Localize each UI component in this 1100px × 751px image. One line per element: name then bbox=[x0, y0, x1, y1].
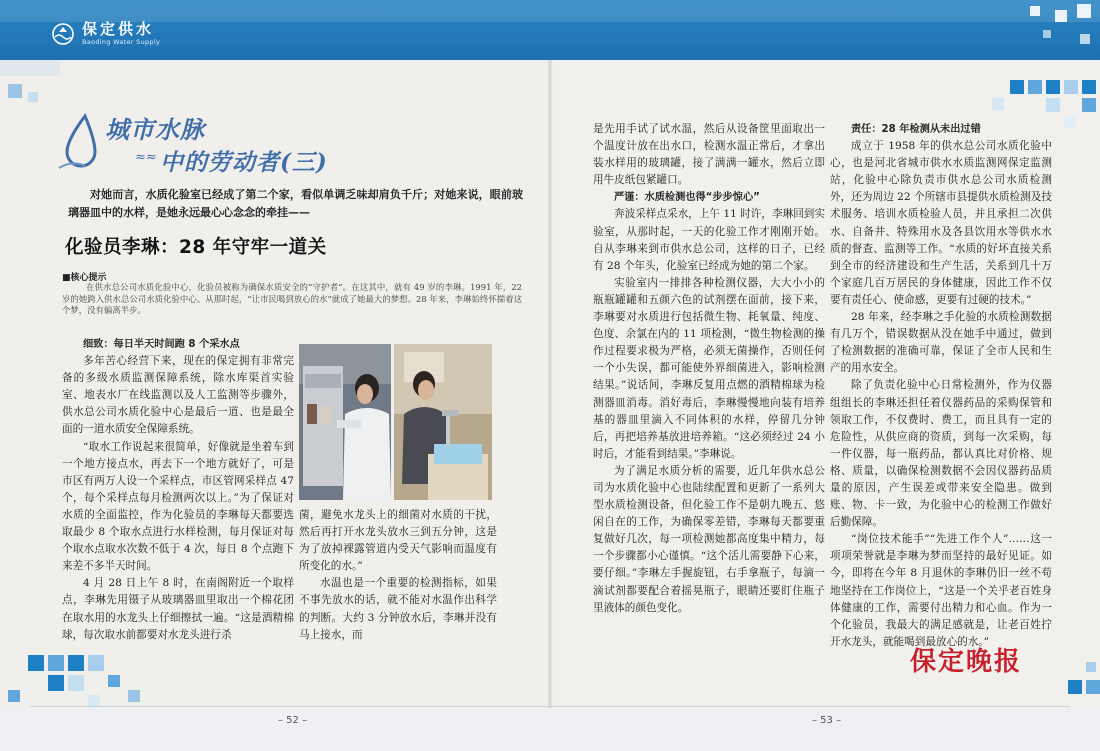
article-headline: 化验员李琳：28 年守牢一道关 bbox=[65, 237, 327, 258]
footer-band bbox=[0, 708, 1100, 751]
paragraph: 为了满足水质分析的需要，近几年供水总公司为水质化验中心也陆续配置和更新了一系列大型水质检测设备，但化验工作不是朝九晚五、悠闲自在的工作，为确保零差错，李琳每天都要重复做好几次，每一项检测她都高度集中精力，每一个步骤都小心谨慎。“这个活儿需要静下心来，要仔细。”李琳左手握旋钮，右手拿瓶子，每滴一滴试剂都要配合着摇晃瓶子，眼睛还要盯住瓶子里液体的颜色变化。 bbox=[593, 464, 825, 614]
page-number-right: – 53 – bbox=[812, 715, 842, 726]
deco-pixel bbox=[1086, 680, 1100, 694]
series-title-line2: 中的劳动者(三) bbox=[160, 149, 328, 176]
deco-pixel bbox=[1046, 98, 1060, 112]
deco-square bbox=[1077, 4, 1091, 18]
deco-pixel bbox=[1010, 80, 1024, 94]
lab-photo-1 bbox=[299, 344, 391, 500]
series-title bbox=[55, 110, 415, 180]
paragraph: 奔波采样点采水，上午 11 时许，李琳回到实验室，从那时起，一天的化验工作才刚刚开始。自从李琳来到市供水总公司，这样的日子，已经有 28 个年头，化验室已经成为她的第二个家。 bbox=[593, 208, 825, 272]
deco-square bbox=[1030, 6, 1040, 16]
deco-pixel bbox=[992, 98, 1004, 110]
paragraph: 实验室内一排排各种检测仪器，大大小小的瓶瓶罐罐和五颜六色的试剂摆在面前，接下来，李琳要对水质进行包括微生物、耗氧量、纯度、色度、余氯在内的 11 项检测，“微生物检测的操作过程要求极为严格，必须无菌操作，否则任何一个小失误，都可能使外界细菌进入，影响检测结果。”说话间，李琳反复用点燃的酒精棉球为检测器皿消毒。消好毒后，李琳慢慢地向装有培养基的器皿里滴入不同体积的水样，停留几分钟后，再把培养基放进培养箱。“这必须经过 24 小时后，才能看到结果。”李琳说。 bbox=[593, 276, 825, 460]
deco-pixel bbox=[88, 655, 104, 671]
column-3 bbox=[593, 121, 825, 617]
column-4 bbox=[830, 121, 1052, 651]
paragraph: 是先用手试了试水温，然后从设备筐里面取出一个温度计放在出水口，检测水温正常后，才拿出装水样用的玻璃罐，接了满满一罐水，然后立即用牛皮纸包紧罐口。 bbox=[593, 123, 825, 187]
intro-paragraph: 对她而言，水质化验室已经成了第二个家，看似单调乏味却肩负千斤；对她来说，眼前玻璃器皿中的水样，是她永远最心心念念的牵挂—— bbox=[68, 188, 523, 219]
header-band bbox=[0, 0, 1100, 60]
paragraph: 水温也是一个重要的检测指标，如果不事先放水的话，就不能对水温作出科学的判断。大约 3 分钟放水后，李琳并没有马上接水，而 bbox=[299, 577, 497, 641]
deco-pixel bbox=[28, 92, 38, 102]
deco-pixel bbox=[108, 675, 120, 687]
section-heading: 责任：28 年检测从未出过错 bbox=[851, 124, 981, 135]
column-1 bbox=[62, 336, 294, 644]
deco-pixel bbox=[48, 655, 64, 671]
deco-pixel bbox=[1064, 80, 1078, 94]
deco-pixel bbox=[1068, 680, 1082, 694]
column-2 bbox=[299, 507, 497, 644]
deco-pixel bbox=[1064, 116, 1076, 128]
deco-pixel bbox=[1082, 80, 1096, 94]
logo-english-name: Baoding Water Supply bbox=[82, 38, 161, 46]
deco-pixel bbox=[48, 675, 64, 691]
core-tip-text: 在供水总公司水质化验中心，化验员被称为确保水质安全的“守护者”。在这其中，就有 49 岁的李琳。1991 年，22 岁的她跨入供水总公司水质化验中心。从那时起，“让市民喝到放心的水”就成了她最大的梦想。28 年来，李琳始终怀揣着这个梦，没有偏离半步。 bbox=[62, 282, 522, 315]
paragraph: 成立于 1958 年的供水总公司水质化验中心，也是河北省城市供水水质监测网保定监测站，化验中心除负责市供水总公司水质检测外，还为周边 22 个所辖市县提供水质检测及技术服务、培训水质检验人员，并且承担二次供水、自备井、特殊用水及各县饮用水等供水水质的督查、监测等工作。“水质的好坏直接关系到全市的经济建设和生产生活，关系到几十万个家庭几百万居民的身体健康，因此工作不仅要有责任心、使命感，更要有过硬的技术。” bbox=[830, 140, 1052, 306]
paragraph: 除了负责化验中心日常检测外，作为仪器组组长的李琳还担任着仪器药品的采购保管和领取工作，不仅费时、费工，而且具有一定的危险性，从供应商的资质，到每一次采购，每一件仪器，每一瓶药品，都认真比对价格、规格、质量，以确保检测数据不会因仪器药品质量的原因，产生误差或带来安全隐患。做到账、物、卡一致，为化验中心的检测工作做好后勤保障。 bbox=[830, 379, 1052, 529]
deco-pixel bbox=[68, 655, 84, 671]
deco-pixel bbox=[8, 690, 20, 702]
deco-pixel bbox=[1028, 80, 1042, 94]
section-heading: 细致：每日半天时间跑 8 个采水点 bbox=[83, 339, 240, 350]
deco-square bbox=[1043, 30, 1051, 38]
page-spine bbox=[547, 60, 553, 711]
water-drop-icon bbox=[55, 112, 107, 172]
deco-pixel bbox=[1086, 662, 1096, 672]
water-drop-logo-icon bbox=[50, 23, 76, 45]
deco-pixel bbox=[1082, 98, 1096, 112]
logo bbox=[50, 22, 160, 46]
newspaper-byline-logo bbox=[908, 643, 1043, 677]
deco-square bbox=[1055, 10, 1067, 22]
deco-pixel bbox=[1046, 80, 1060, 94]
deco-pixel bbox=[68, 675, 84, 691]
lab-photo-2 bbox=[394, 344, 492, 500]
byline-text: 保定晚报 bbox=[910, 647, 1023, 677]
paragraph: 多年苦心经营下来，现在的保定拥有非常完备的多级水质监测保障系统，除水库渠首实验室、地表水厂在线监测以及人工监测等步骤外，供水总公司水质化验中心是最后一道、也是最全面的一道水质安全保障系统。 bbox=[62, 355, 294, 436]
paragraph: “岗位技术能手”“先进工作个人”……这一项项荣誉就是李琳为梦而坚持的最好见证。如今，即将在今年 8 月退休的李琳仍旧一丝不苟地坚持在工作岗位上，“这是一个关乎老百姓身体健康的工作，需要付出精力和心血。作为一个化验员，我最大的满足感就是，让老百姓拧开水龙头，就能喝到最放心的水。” bbox=[830, 533, 1052, 648]
paragraph: 28 年来，经李琳之手化验的水质检测数据有几万个，错误数据从没在她手中通过，做到了检测数据的准确可靠，保证了全市人民和生产的用水安全。 bbox=[830, 311, 1052, 375]
deco-square bbox=[1080, 34, 1090, 44]
deco-pixel bbox=[8, 84, 22, 98]
core-tip-label: ■核心提示 bbox=[62, 273, 107, 283]
deco-pixel bbox=[28, 655, 44, 671]
paragraph: “取水工作说起来很简单，好像就是坐着车到一个地方接点水，再去下一个地方就好了，可是市区有两万人设一个采样点，市区管网采样点 47 个，每个采样点每月检测两次以上。”为了保证对水质的全面监控，作为化验员的李琳每天都要选取最少 8 个取水点进行水样检测，每月保证对每个取水点取水次数不低于 4 次，每日 8 个点跑下来差不多半天时间。 bbox=[62, 440, 294, 573]
section-heading: 严谨：水质检测也得“步步惊心” bbox=[614, 192, 760, 204]
wave-icon: ≈≈ bbox=[135, 150, 157, 165]
series-title-line1: 城市水脉 bbox=[105, 115, 205, 144]
logo-chinese-name: 保定供水 bbox=[82, 20, 155, 38]
deco-pixel bbox=[128, 690, 140, 702]
paragraph: 菌，避免水龙头上的细菌对水质的干扰，然后再打开水龙头放水三到五分钟，这是为了放掉裸露管道内受天气影响而温度有所变化的水。” bbox=[299, 509, 497, 573]
paragraph: 4 月 28 日上午 8 时，在南阁附近一个取样点，李琳先用镊子从玻璃器皿里取出一个棉花团在取水用的水龙头上仔细擦拭一遍。“这是酒精棉球，每次取水前都要对水龙头进行杀 bbox=[62, 577, 294, 641]
page-number-left: – 52 – bbox=[278, 715, 308, 726]
